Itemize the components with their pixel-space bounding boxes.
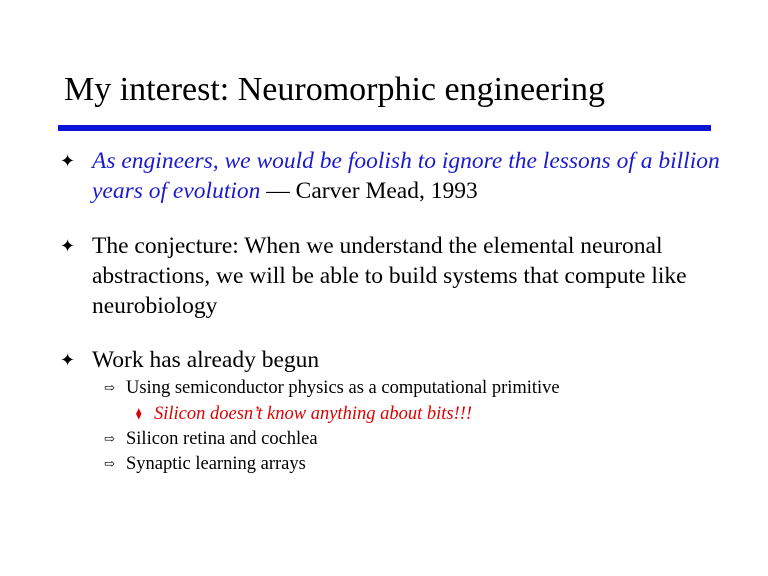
silicon-bits-text: Silicon doesn’t know anything about bits!!! [154,404,473,424]
bullet-text [92,146,720,206]
sub-item [104,427,318,451]
bullet-star-icon: ✦ [60,151,76,171]
sub-sub-item [136,402,472,426]
title-underline [58,125,711,131]
arrow-right-icon: ⇨ [104,380,115,395]
bullet-quote [60,146,720,206]
mead-quote: As engineers, we would be foolish to ignore the lessons of a billion years of evolution [92,148,720,204]
sub-item-text: Silicon retina and cochlea [126,429,318,449]
arrow-right-icon: ⇨ [104,456,115,471]
bullet-conjecture [60,231,720,321]
bullet-star-icon: ✦ [60,350,76,370]
diamond-icon: ⧫ [136,408,142,420]
sub-item [104,376,560,400]
arrow-right-icon: ⇨ [104,431,115,446]
slide-title: My interest: Neuromorphic engineering [64,71,606,108]
bullet-work-begun [60,345,720,375]
bullet-star-icon: ✦ [60,236,76,256]
sub-item-text: Using semiconductor physics as a computational primitive [126,378,560,398]
sub-item-text: Synaptic learning arrays [126,454,306,474]
sub-item [104,452,306,476]
quote-attribution: — Carver Mead, 1993 [260,178,478,204]
bullet-text: Work has already begun [92,347,320,373]
bullet-text: The conjecture: When we understand the elemental neuronal abstractions, we will be able to build systems that compute like neurobiology [92,233,687,319]
